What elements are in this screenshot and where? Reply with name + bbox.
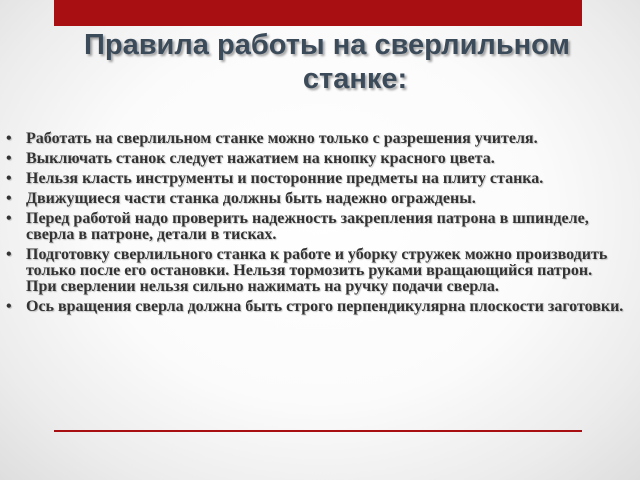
list-item [4,171,624,187]
bottom-accent-line [54,430,582,432]
slide-title [0,28,640,96]
list-item [4,211,624,243]
list-item-text: Подготовку сверлильного станка к работе и уборку стружек можно производить только после его остановки. Нельзя тормозить руками вращающийся патрон. При сверлении нельзя сильно нажимать на ручку подачи сверла. [26,246,608,295]
bullet-icon: • [6,246,12,263]
list-item-text: Ось вращения сверла должна быть строго перпендикулярна плоскости заготовки. [26,298,624,315]
list-item-text: Перед работой надо проверить надежность закрепления патрона в шпинделе, сверла в патроне, детали в тисках. [26,210,589,243]
list-item-text: Движущиеся части станка должны быть надежно ограждены. [26,190,476,207]
list-item-text: Работать на сверлильном станке можно только с разрешения учителя. [26,130,538,147]
list-item [4,191,624,207]
top-accent-bar [54,0,582,26]
list-item [4,247,624,295]
list-item-text: Нельзя класть инструменты и посторонние предметы на плиту станка. [26,170,544,187]
list-item [4,299,624,315]
list-item [4,151,624,167]
bullet-icon: • [6,190,12,207]
bullet-icon: • [6,150,12,167]
list-item [4,131,624,147]
bullet-icon: • [6,210,12,227]
slide-title-line-2: станке: [302,63,408,95]
bullet-icon: • [6,298,12,315]
rules-list [4,131,624,319]
list-item-text: Выключать станок следует нажатием на кнопку красного цвета. [26,150,495,167]
bullet-icon: • [6,170,12,187]
slide-title-line-1: Правила работы на сверлильном [84,29,570,61]
bullet-icon: • [6,130,12,147]
